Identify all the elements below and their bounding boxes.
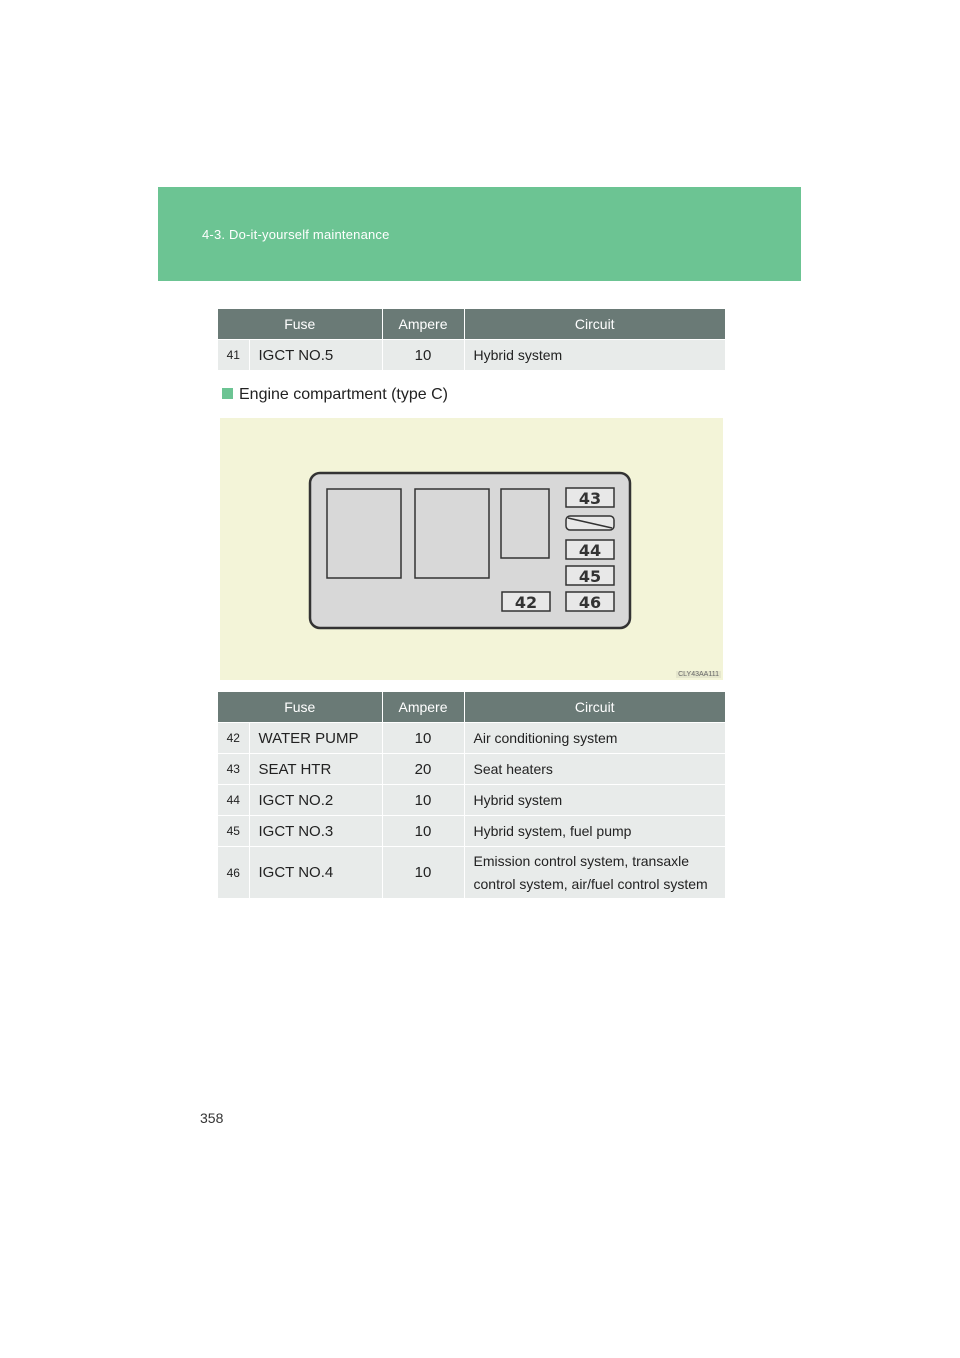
table-header-row	[218, 309, 725, 340]
fuse-number: 46	[218, 847, 249, 899]
subheading-text: Engine compartment (type C)	[239, 386, 448, 403]
fuse-box-diagram	[220, 418, 723, 680]
fuse-number: 44	[218, 785, 249, 816]
fuse-name: WATER PUMP	[249, 723, 382, 754]
fuse-ampere: 10	[382, 816, 464, 847]
square-bullet-icon	[222, 388, 233, 399]
col-header-circuit: Circuit	[464, 692, 725, 723]
fuse-circuit: Air conditioning system	[464, 723, 725, 754]
fuse-43-label: 43	[578, 489, 602, 508]
fuse-number: 41	[218, 340, 249, 371]
fuse-number: 45	[218, 816, 249, 847]
fuse-name: IGCT NO.2	[249, 785, 382, 816]
fuse-table-type-c	[218, 692, 725, 898]
relay-slot-1	[327, 489, 401, 578]
fuse-name: IGCT NO.5	[249, 340, 382, 371]
table-row	[218, 785, 725, 816]
fuse-number: 43	[218, 754, 249, 785]
fuse-circuit: Hybrid system	[464, 340, 725, 371]
table-header-row	[218, 692, 725, 723]
col-header-circuit: Circuit	[464, 309, 725, 340]
fuse-circuit: Seat heaters	[464, 754, 725, 785]
fuse-number: 42	[218, 723, 249, 754]
fuse-circuit	[464, 847, 725, 899]
fuse-ampere: 20	[382, 754, 464, 785]
col-header-fuse: Fuse	[218, 309, 382, 340]
fuse-ampere: 10	[382, 723, 464, 754]
subheading	[222, 386, 448, 404]
fuse-table-top	[218, 309, 725, 370]
fuse-42-label: 42	[514, 593, 538, 612]
fuse-ampere: 10	[382, 785, 464, 816]
fuse-name: IGCT NO.3	[249, 816, 382, 847]
fuse-box-illustration	[220, 418, 723, 680]
fuse-45-label: 45	[578, 567, 602, 586]
table-row	[218, 723, 725, 754]
fuse-circuit: Hybrid system	[464, 785, 725, 816]
fuse-name: SEAT HTR	[249, 754, 382, 785]
relay-slot-2	[415, 489, 489, 578]
fuse-circuit: Hybrid system, fuel pump	[464, 816, 725, 847]
fuse-ampere: 10	[382, 340, 464, 371]
col-header-ampere: Ampere	[382, 309, 464, 340]
fuse-name: IGCT NO.4	[249, 847, 382, 899]
fuse-46-label: 46	[578, 593, 602, 612]
figure-code: CLY43AA111	[678, 671, 719, 678]
page-number: 358	[200, 1110, 224, 1126]
table-row	[218, 847, 725, 899]
table-row	[218, 816, 725, 847]
col-header-ampere: Ampere	[382, 692, 464, 723]
circuit-line-1: Emission control system, transaxle	[473, 852, 690, 869]
col-header-fuse: Fuse	[218, 692, 382, 723]
fuse-44-label: 44	[578, 541, 602, 560]
fuse-ampere: 10	[382, 847, 464, 899]
table-row	[218, 754, 725, 785]
circuit-line-2: control system, air/fuel control system	[473, 875, 708, 892]
relay-slot-3	[501, 489, 549, 558]
section-title: 4-3. Do-it-yourself maintenance	[202, 227, 390, 242]
table-row	[218, 340, 725, 371]
section-header-bar	[158, 187, 801, 281]
